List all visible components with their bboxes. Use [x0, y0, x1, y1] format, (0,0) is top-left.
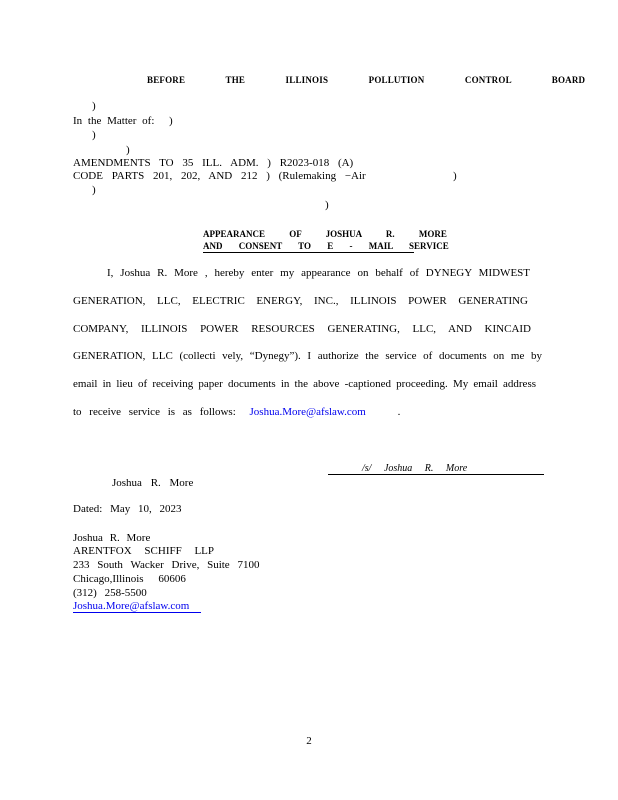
city-state-zip: Chicago,Illinois 60606: [73, 573, 186, 585]
body-line: COMPANY, ILLINOIS POWER RESOURCES GENERATING, LLC, AND KINCAID: [73, 323, 531, 335]
sigblock-email-underline: [73, 612, 201, 613]
email-intro: to receive service is as follows:: [73, 406, 236, 418]
signature: /s/ Joshua R. More: [362, 463, 468, 474]
printed-name: Joshua R. More: [112, 477, 194, 489]
appearance-title-line2: AND CONSENT TO E - MAIL SERVICE: [203, 241, 449, 251]
body-line: I, Joshua R. More , hereby enter my appearance on behalf of DYNEGY MIDWEST: [107, 267, 530, 279]
body-line: email in lieu of receiving paper documents in the above -captioned proceeding. My email address: [73, 378, 536, 390]
caption-paren: ): [92, 184, 96, 196]
caption-paren-right: ): [453, 170, 457, 182]
appearance-title-line1: APPEARANCE OF JOSHUA R. MORE: [203, 229, 447, 239]
caption-amendments: AMENDMENTS TO 35 ILL. ADM. ) R2023-018 (A): [73, 157, 354, 169]
caption-code-parts: CODE PARTS 201, 202, AND 212 ) (Rulemaking −Air: [73, 170, 366, 182]
caption-paren: ): [325, 199, 329, 211]
caption-paren: ): [92, 100, 96, 112]
caption-paren: ): [126, 144, 130, 156]
attorney-name: Joshua R. More: [73, 532, 151, 544]
dated-line: Dated: May 10, 2023: [73, 503, 182, 515]
sigblock-email: [73, 600, 189, 612]
body-line-email: [73, 406, 400, 418]
caption-paren: ): [92, 129, 96, 141]
signature-line: [328, 474, 544, 475]
phone: (312) 258-5500: [73, 587, 147, 599]
firm-name: ARENTFOX SCHIFF LLP: [73, 545, 215, 557]
email-link[interactable]: Joshua.More@afslaw.com: [249, 406, 366, 418]
in-the-matter-of: In the Matter of:: [73, 115, 155, 127]
sigblock-email-link[interactable]: Joshua.More@afslaw.com: [73, 600, 190, 612]
page-number: 2: [306, 735, 312, 747]
appearance-title-underline: [203, 252, 414, 253]
body-line: GENERATION, LLC (collecti vely, “Dynegy”). I authorize the service of documents on me by: [73, 350, 542, 362]
email-period: .: [397, 406, 401, 418]
board-title: BEFORE THE ILLINOIS POLLUTION CONTROL BOARD: [147, 75, 586, 85]
body-line: GENERATION, LLC, ELECTRIC ENERGY, INC., ILLINOIS POWER GENERATING: [73, 295, 528, 307]
street-address: 233 South Wacker Drive, Suite 7100: [73, 559, 260, 571]
caption-paren: ): [169, 115, 173, 127]
